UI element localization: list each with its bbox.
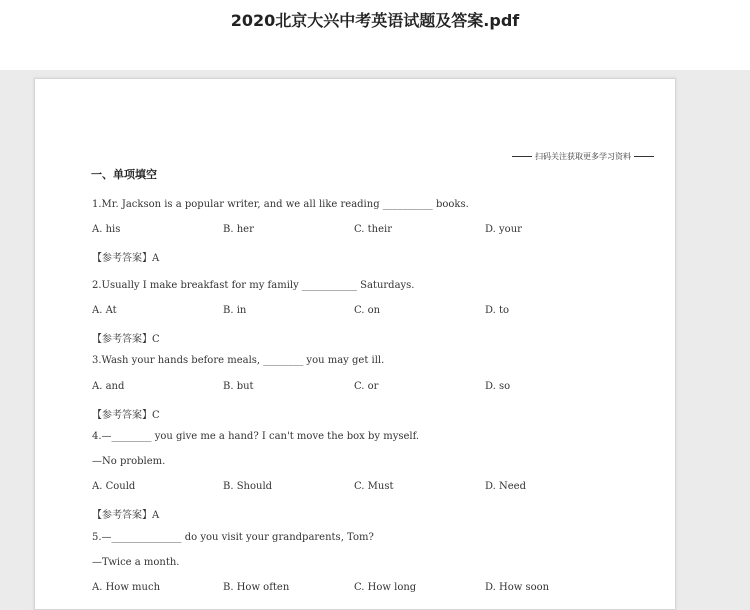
question-2-stem: 2.Usually I make breakfast for my family ___________ Saturdays. <box>92 280 415 291</box>
question-1-option-d: D. your <box>485 224 522 235</box>
question-3-option-a: A. and <box>92 381 125 392</box>
question-5-stem: 5.—______________ do you visit your grandparents, Tom? <box>92 532 374 543</box>
question-5-option-d: D. How soon <box>485 582 550 593</box>
question-5-option-c: C. How long <box>354 582 417 593</box>
question-5-option-b: B. How often <box>223 582 290 593</box>
question-4-reply: —No problem. <box>92 456 166 467</box>
question-4-option-a: A. Could <box>92 481 136 492</box>
question-3-option-d: D. so <box>485 381 511 392</box>
question-4-option-d: D. Need <box>485 481 527 492</box>
document-title: 2020北京大兴中考英语试题及答案.pdf <box>230 11 520 30</box>
header-note-text: 扫码关注获取更多学习资料 <box>535 152 631 161</box>
question-4-option-b: B. Should <box>223 481 273 492</box>
question-3-stem: 3.Wash your hands before meals, ________ you may get ill. <box>92 355 385 366</box>
question-3-option-b: B. but <box>223 381 254 392</box>
question-1-option-a: A. his <box>92 224 121 235</box>
pdf-page <box>34 78 676 610</box>
question-2-option-d: D. to <box>485 305 510 316</box>
viewer-toolbar <box>0 0 750 70</box>
question-2-option-a: A. At <box>92 305 117 316</box>
divider-left <box>512 156 532 157</box>
section-title: 一、单项填空 <box>91 168 157 181</box>
question-5-reply: —Twice a month. <box>92 557 180 568</box>
question-1-stem: 1.Mr. Jackson is a popular writer, and we all like reading __________ books. <box>92 199 469 210</box>
question-5-option-a: A. How much <box>92 582 161 593</box>
question-4-stem: 4.—________ you give me a hand? I can't move the box by myself. <box>92 431 420 442</box>
question-2-option-b: B. in <box>223 305 247 316</box>
question-1-option-c: C. their <box>354 224 393 235</box>
question-4-option-c: C. Must <box>354 481 394 492</box>
page-header-note <box>509 151 657 162</box>
question-3-answer: 【参考答案】C <box>92 410 160 421</box>
question-4-answer: 【参考答案】A <box>92 510 160 521</box>
question-2-answer: 【参考答案】C <box>92 334 160 345</box>
question-2-option-c: C. on <box>354 305 381 316</box>
question-1-option-b: B. her <box>223 224 254 235</box>
divider-right <box>634 156 654 157</box>
question-1-answer: 【参考答案】A <box>92 253 160 264</box>
question-3-option-c: C. or <box>354 381 379 392</box>
